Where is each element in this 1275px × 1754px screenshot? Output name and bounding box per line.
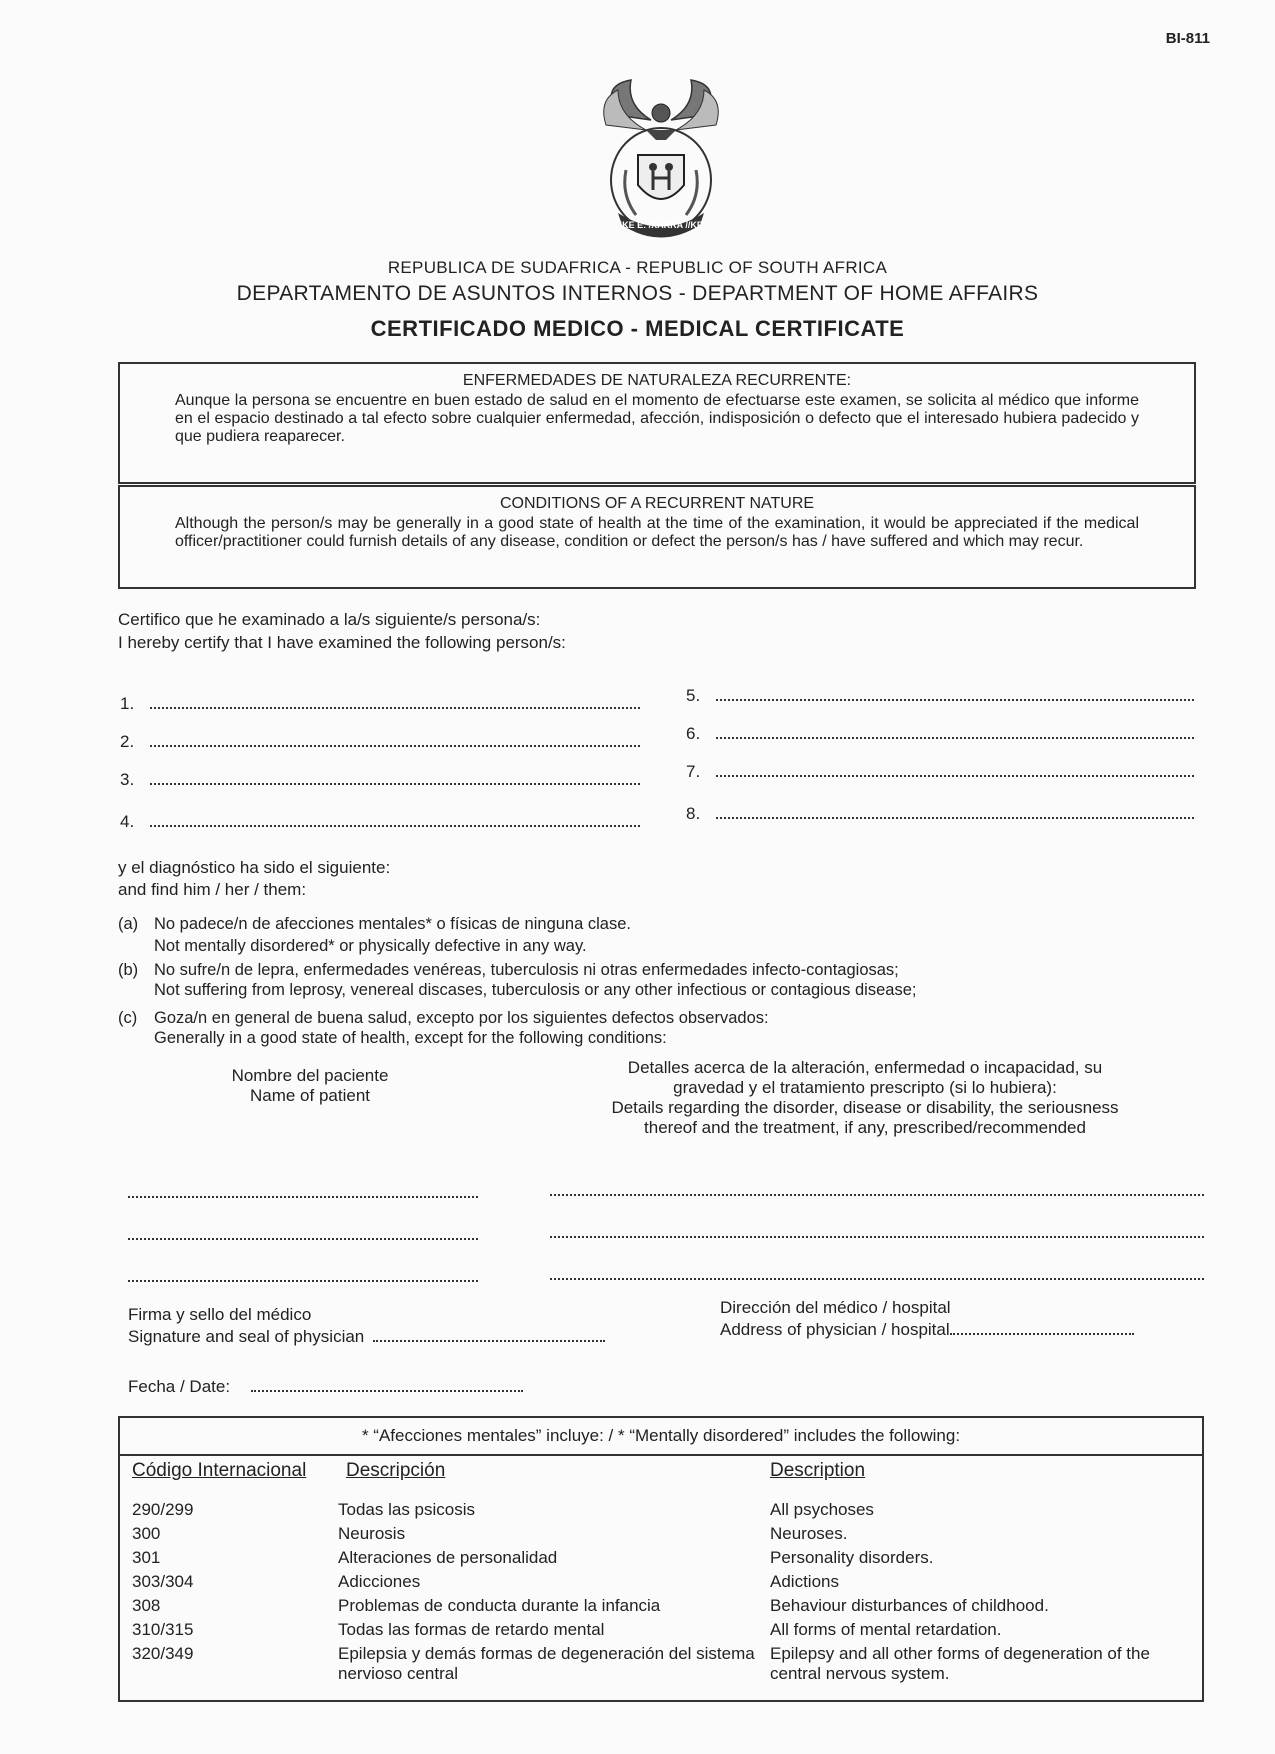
recurrent-notice-en [118, 485, 1196, 589]
patient-column-header: Nombre del paciente Name of patient [231, 1066, 389, 1105]
diagnosis-en: and find him / her / them: [118, 880, 307, 899]
signature-label-es: Firma y sello del médico [128, 1305, 312, 1324]
coat-of-arms-icon [596, 75, 726, 245]
certify-en: I hereby certify that I have examined the following person/s: [118, 633, 566, 652]
date-label: Fecha / Date: [128, 1377, 523, 1397]
divider [120, 1454, 1202, 1456]
mental-disorder-table [118, 1416, 1204, 1702]
table-row: 320/349 Epilepsia y demás formas de degeneración del sistema nervioso central Epilepsy and all other forms of degeneration of the central nervous system. [132, 1644, 1150, 1683]
table-row: 308 Problemas de conducta durante la infancia Behaviour disturbances of childhood. [132, 1596, 1049, 1615]
table-row: 300 Neurosis Neuroses. [132, 1524, 848, 1543]
address-label-es: Dirección del médico / hospital [720, 1298, 951, 1317]
signature-label-en: Signature and seal of physician [128, 1327, 605, 1347]
person-field-4[interactable]: 4. [120, 812, 640, 832]
patient-name-field-1[interactable] [128, 1184, 478, 1203]
person-field-3[interactable]: 3. [120, 770, 640, 790]
table-row: 301 Alteraciones de personalidad Personality disorders. [132, 1548, 934, 1567]
condition-details-field-3[interactable] [550, 1266, 1204, 1285]
person-field-6[interactable]: 6. [686, 724, 1194, 744]
diagnosis-es: y el diagnóstico ha sido el siguiente: [118, 858, 391, 877]
clause-c: (c) Goza/n en general de buena salud, excepto por los siguientes defectos observados: Generally in a good state of health, except for the following conditions: [118, 1009, 769, 1047]
recurrent-text-es: Aunque la persona se encuentre en buen estado de salud en el momento de efectuarse este examen, se solicita al médico que informe en el espacio destinado a tal efecto sobre cualquier enfermedad, afección, indisposición o defecto que el interesado hubiera padecido y que pudiera reaparecer. [175, 392, 1139, 445]
certify-es: Certifico que he examinado a la/s siguiente/s persona/s: [118, 610, 541, 629]
page-title: CERTIFICADO MEDICO - MEDICAL CERTIFICATE [370, 316, 905, 341]
recurrent-text-en: Although the person/s may be generally in a good state of health at the time of the examination, it would be appreciated if the medical officer/practitioner could furnish details of any disease, condition or defect the person/s has / have suffered and which may recur. [175, 515, 1139, 550]
clause-b: (b) No sufre/n de lepra, enfermedades venéreas, tuberculosis ni otras enfermedades infecto-contagiosas; Not suffering from leprosy, venereal discases, tuberculosis or any other infectious or contagious disease; [118, 961, 917, 999]
header-country: REPUBLICA DE SUDAFRICA - REPUBLIC OF SOUTH AFRICA [387, 258, 888, 277]
col-header-code: Código Internacional [132, 1460, 307, 1481]
person-field-5[interactable]: 5. [686, 686, 1194, 706]
mental-note-title: * “Afecciones mentales” incluye: / * “Mentally disordered” includes the following: [361, 1426, 961, 1445]
clause-a: (a) No padece/n de afecciones mentales* o físicas de ninguna clase. Not mentally disordered* or physically defective in any way. [118, 915, 631, 955]
patient-name-field-2[interactable] [128, 1226, 478, 1245]
address-field[interactable] [950, 1321, 1134, 1335]
signature-field[interactable] [373, 1328, 605, 1342]
person-field-2[interactable]: 2. [120, 732, 640, 752]
header-department: DEPARTAMENTO DE ASUNTOS INTERNOS - DEPARTMENT OF HOME AFFAIRS [236, 282, 1039, 305]
recurrent-notice-es [118, 362, 1196, 484]
table-row: 290/299 Todas las psicosis All psychoses [132, 1500, 874, 1519]
table-row: 303/304 Adicciones Adictions [132, 1572, 839, 1591]
crest-motto: !KE E: /XARRA //KE [619, 220, 703, 230]
condition-details-field-1[interactable] [550, 1182, 1204, 1201]
address-label-en: Address of physician / hospital [720, 1320, 1134, 1340]
details-column-header: Detalles acerca de la alteración, enfermedad o incapacidad, su gravedad y el tratamiento prescripto (si lo hubiera): Details regarding the disorder, disease or disability, the seriousness thereof and the treatment, if any, prescribed/recommended [611, 1058, 1119, 1137]
recurrent-title-en: CONDITIONS OF A RECURRENT NATURE [499, 495, 815, 512]
condition-details-field-2[interactable] [550, 1224, 1204, 1243]
col-header-desc-es: Descripción [346, 1460, 446, 1481]
recurrent-title-es: ENFERMEDADES DE NATURALEZA RECURRENTE: [462, 372, 852, 389]
person-field-1[interactable]: 1. [120, 694, 640, 714]
table-row: 310/315 Todas las formas de retardo mental All forms of mental retardation. [132, 1620, 1002, 1639]
date-field[interactable] [251, 1378, 523, 1392]
person-field-7[interactable]: 7. [686, 762, 1194, 782]
patient-name-field-3[interactable] [128, 1268, 478, 1287]
form-code: BI-811 [1165, 30, 1210, 47]
person-field-8[interactable]: 8. [686, 804, 1194, 824]
col-header-desc-en: Description [770, 1460, 866, 1481]
